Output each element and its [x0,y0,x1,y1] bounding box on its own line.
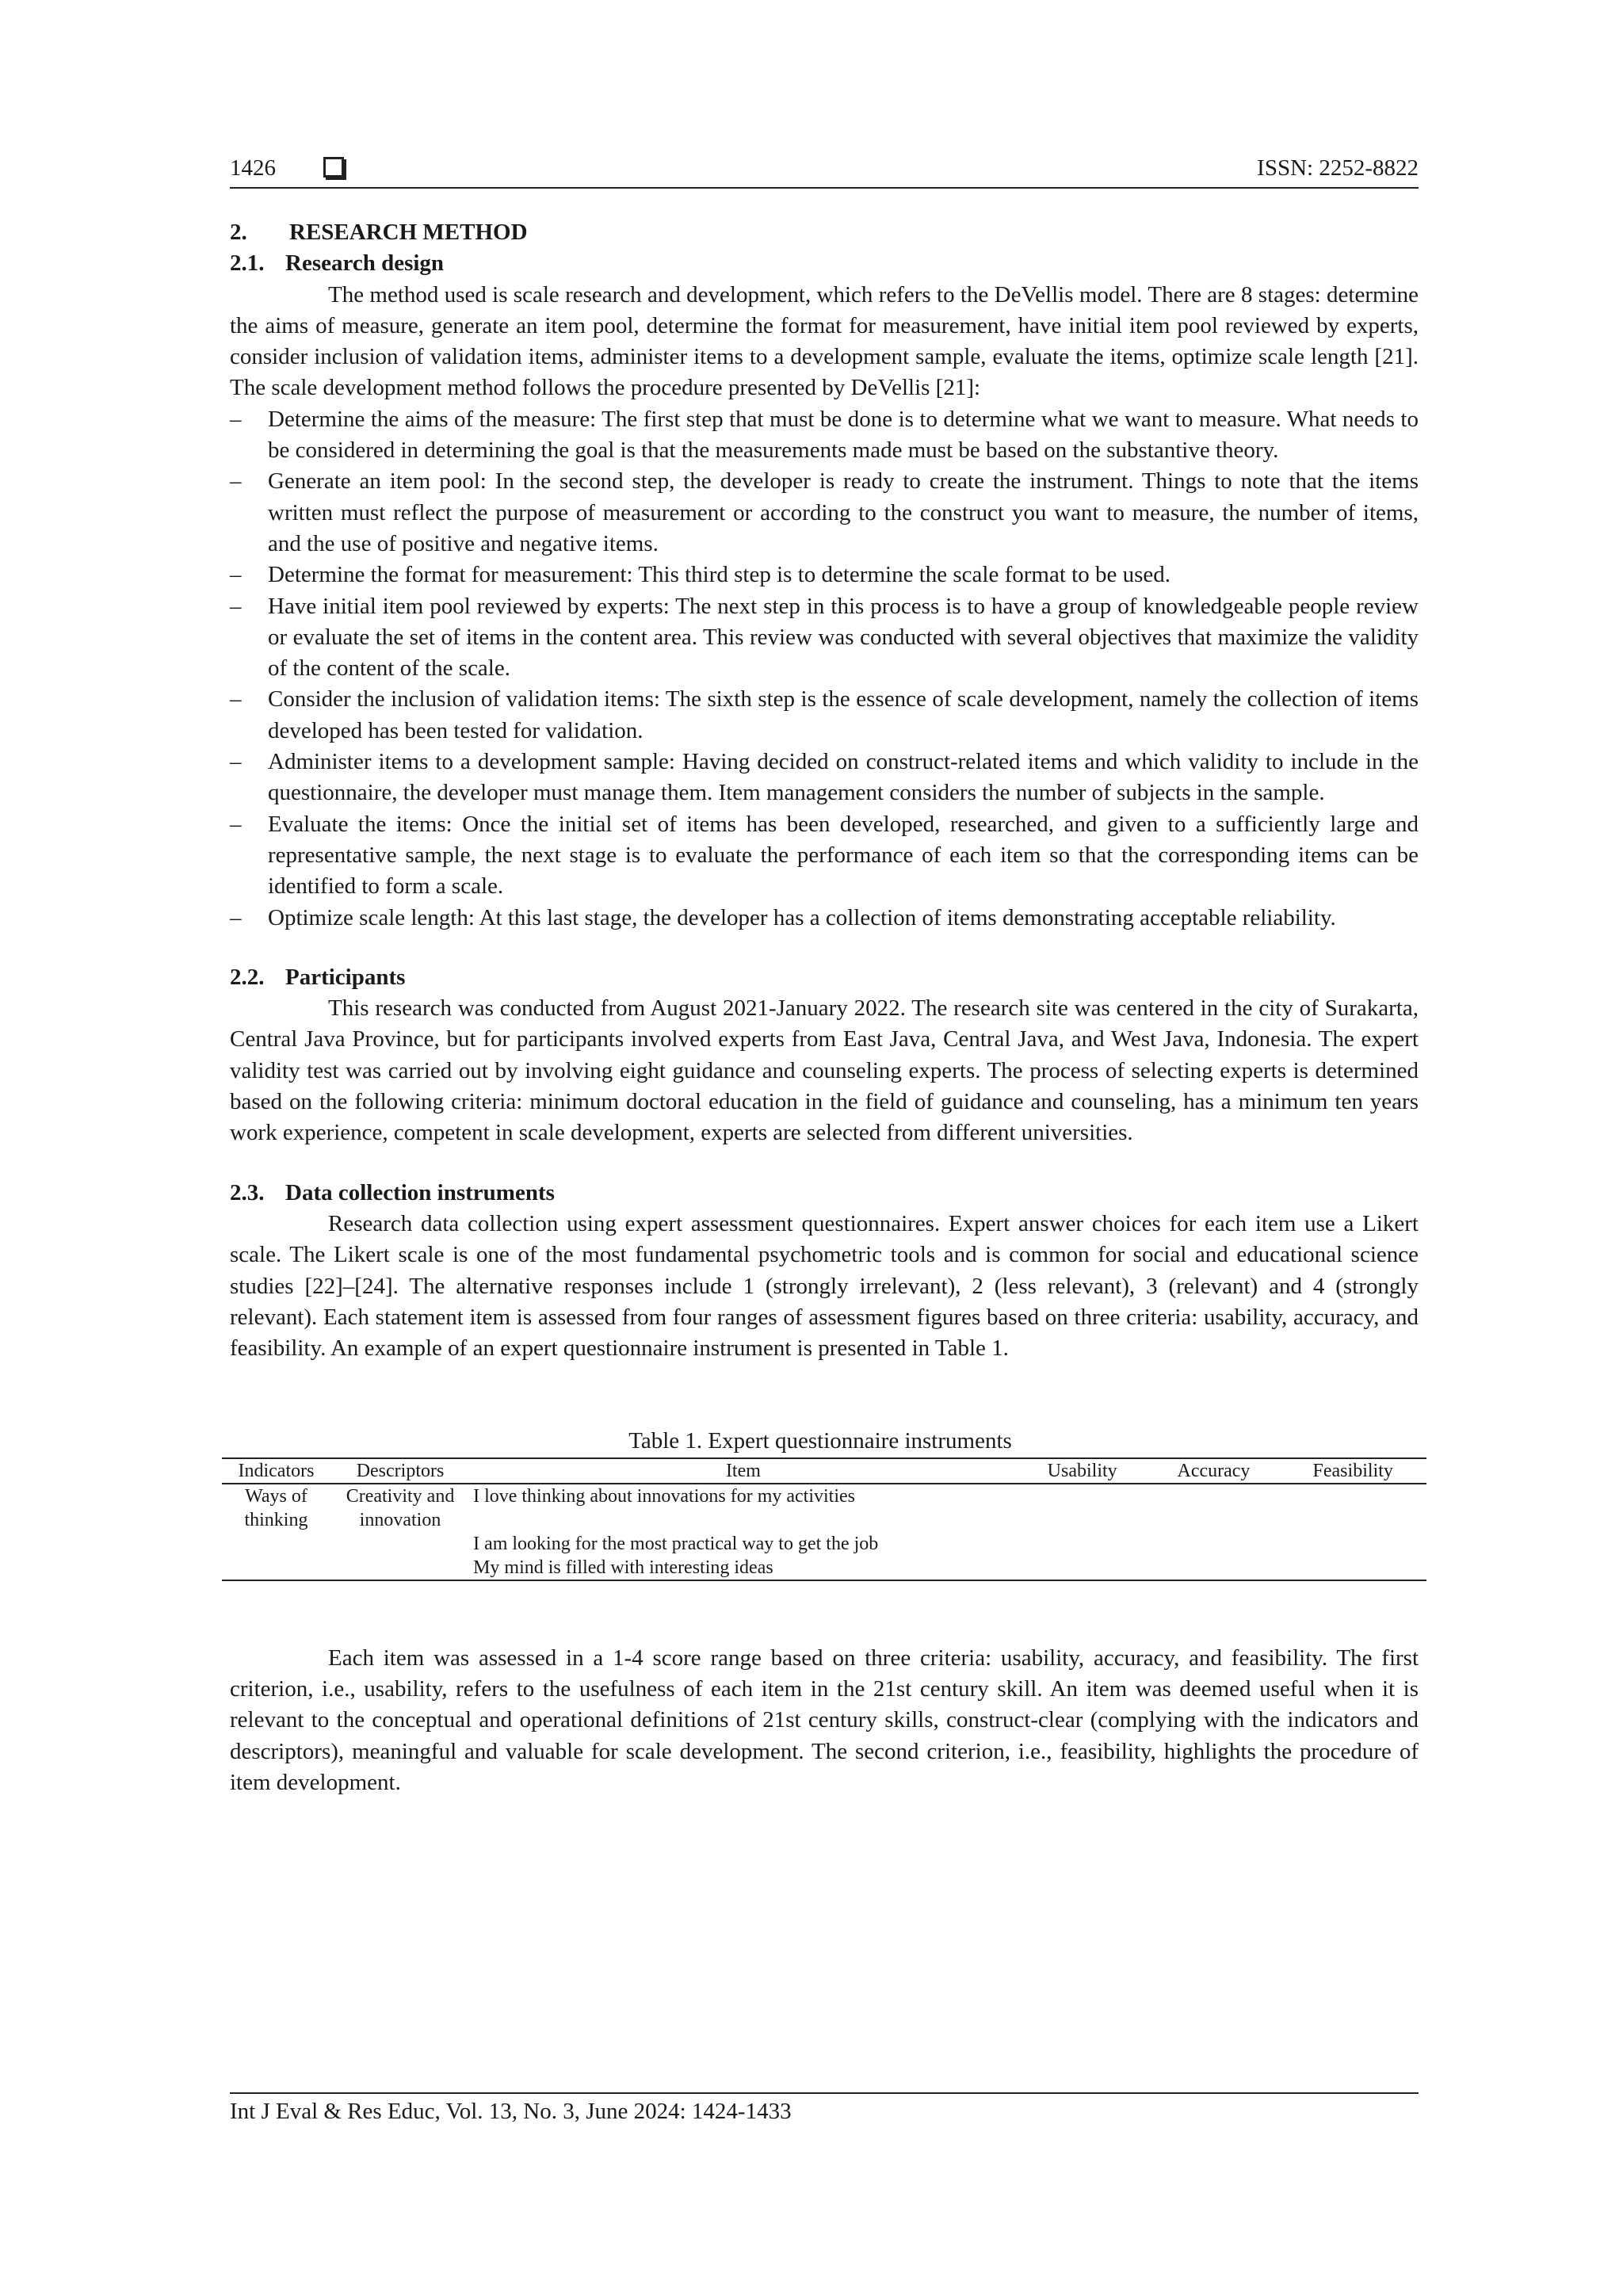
main-content [230,217,1419,1798]
item-cell: I love thinking about innovations for my activities [473,1485,855,1507]
descriptor-cell: Creativity and innovation [346,1485,455,1530]
list-item: – Administer items to a development sample: Having decided on construct-related items and which validity to include in the questionnaire, the developer must manage them. Item management considers the number of subjects in the sample. [230,747,1419,809]
item-cell: I am looking for the most practical way to get the job [473,1533,879,1554]
research-design-paragraph: The method used is scale research and development, which refers to the DeVellis model. There are 8 stages: determine the aims of measure, generate an item pool, determine the format for measurement, have initial item pool reviewed by experts, consider inclusion of validation items, administer items to a development sample, evaluate the items, optimize scale length [21]. The scale development method follows the procedure presented by DeVellis [21]: [230,281,1419,401]
table-row [222,1532,1426,1556]
page-number: 1426 [230,155,276,181]
closing-paragraph: Each item was assessed in a 1-4 score range based on three criteria: usability, accuracy, and feasibility. The first criterion, i.e., usability, refers to the usefulness of each item in the 21st century skill. An item was deemed useful when it is relevant to the conceptual and operational definitions of 21st century skills, construct-clear (complying with the indicators and descriptors), meaningful and valuable for scale development. The second criterion, i.e., feasibility, highlights the procedure of item development. [230,1645,1419,1795]
subsection-heading-research-design: 2.1. Research design [230,250,445,277]
table-header-row [222,1458,1426,1484]
list-item: – Generate an item pool: In the second step, the developer is ready to create the instrument. Things to note that the items written must reflect the purpose of measurement or according to the construct you want to measure, the number of items, and the use of positive and negative items. [230,466,1419,560]
indicator-cell: Ways of thinking [244,1485,308,1530]
list-item: – Evaluate the items: Once the initial set of items has been developed, researched, and given to a sufficiently large and representative sample, the next stage is to evaluate the performance of each item so that the corresponding items can be identified to form a scale. [230,809,1419,903]
column-header: Usability [1017,1458,1148,1484]
table-caption: Table 1. Expert questionnaire instruments [628,1428,1012,1454]
dash-icon: – [230,749,242,775]
expert-questionnaire-table [222,1457,1426,1581]
subsection-heading-participants: 2.2. Participants [230,964,406,990]
column-header: Item [470,1458,1017,1484]
issn: ISSN: 2252-8822 [1257,155,1419,181]
column-header: Indicators [222,1458,330,1484]
dash-icon: – [230,562,242,588]
table-row [222,1484,1426,1532]
stage-list [230,404,1419,934]
box-icon [323,157,344,178]
dash-icon: – [230,468,242,495]
page-footer: Int J Eval & Res Educ, Vol. 13, No. 3, June 2024: 1424-1433 [230,2092,1419,2125]
item-cell: My mind is filled with interesting ideas [470,1556,1017,1580]
column-header: Accuracy [1148,1458,1280,1484]
dash-icon: – [230,593,242,619]
table-row [222,1556,1426,1580]
section-heading: 2. RESEARCH METHOD [230,220,528,245]
list-item: – Have initial item pool reviewed by experts: The next step in this process is to have a group of knowledgeable people review or evaluate the set of items in the content area. This review was conducted with several objectives that maximize the validity of the content of the scale. [230,591,1419,685]
data-collection-paragraph: Research data collection using expert assessment questionnaires. Expert answer choices for each item use a Likert scale. The Likert scale is one of the most fundamental psychometric tools and is common for social and educational science studies [22]–[24]. The alternative responses include 1 (strongly irrelevant), 2 (less relevant), 3 (relevant) and 4 (strongly relevant). Each statement item is assessed from four ranges of assessment figures based on three criteria: usability, accuracy, and feasibility. An example of an expert questionnaire instrument is presented in Table 1. [230,1210,1419,1362]
subsection-heading-data-collection: 2.3. Data collection instruments [230,1179,555,1205]
dash-icon: – [230,406,242,432]
list-item: – Consider the inclusion of validation items: The sixth step is the essence of scale development, namely the collection of items developed has been tested for validation. [230,684,1419,747]
list-item: – Determine the format for measurement: This third step is to determine the scale format to be used. [230,560,1419,590]
dash-icon: – [230,904,242,930]
page-header [230,155,1419,189]
dash-icon: – [230,686,242,712]
participants-paragraph: This research was conducted from August 2021-January 2022. The research site was centered in the city of Surakarta, Central Java Province, but for participants involved experts from East Java, Central Java, and West Java, Indonesia. The expert validity test was carried out by involving eight guidance and counseling experts. The process of selecting experts is determined based on the following criteria: minimum doctoral education in the field of guidance and counseling, has a minimum ten years work experience, competent in scale development, experts are selected from different universities. [230,995,1419,1146]
list-item: – Determine the aims of the measure: The first step that must be done is to determine what we want to measure. What needs to be considered in determining the goal is that the measurements made must be based on the substantive theory. [230,404,1419,467]
column-header: Feasibility [1279,1458,1426,1484]
list-item: – Optimize scale length: At this last stage, the developer has a collection of items demonstrating acceptable reliability. [230,903,1419,934]
dash-icon: – [230,811,242,837]
column-header: Descriptors [330,1458,470,1484]
